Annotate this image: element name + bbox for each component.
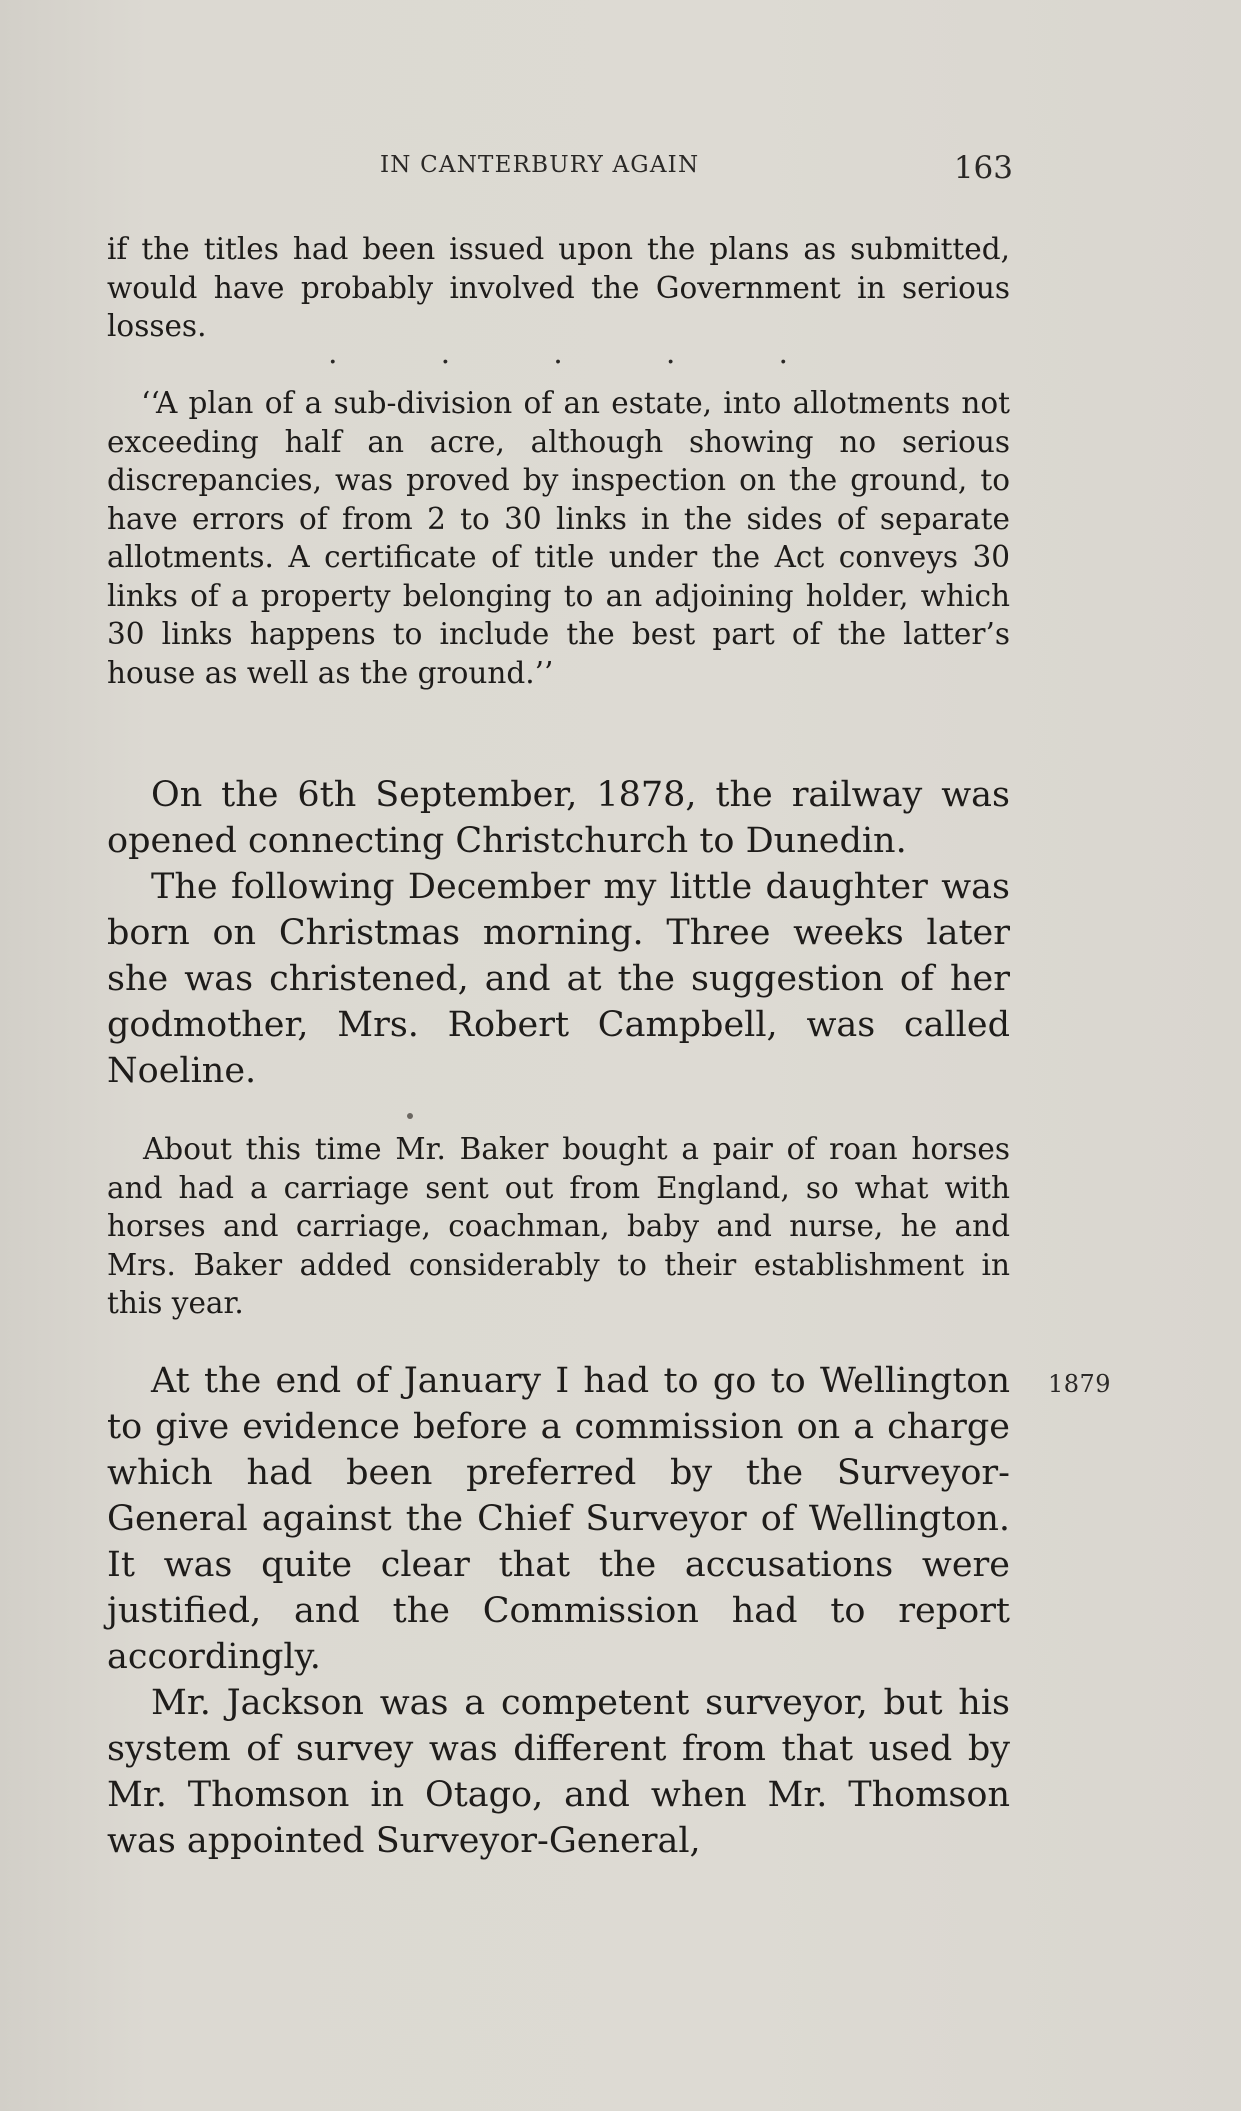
running-head: IN CANTERBURY AGAIN <box>380 152 700 178</box>
ink-speck <box>407 1113 413 1119</box>
paragraph-jackson: Mr. Jackson was a competent surveyor, but his system of survey was different from that used by Mr. Thomson in Otago, and when Mr. Thomson was appointed Surveyor-General, <box>107 1683 1010 1861</box>
quoted-report: ‘‘A plan of a sub-division of an estate, into allotments not exceeding half an acre, although showing no serious discrepancies, was proved by inspection on the ground, to have errors of from 2 to 30 links in the sides of separate allotments. A certificate of title under the Act conveys 30 links of a property belonging to an adjoining holder, which 30 links happens to include the best part of the latter’s house as well as the ground.’’ <box>107 386 1010 690</box>
ellipsis-dot: . <box>778 336 788 371</box>
paragraph-baker: About this time Mr. Baker bought a pair of roan horses and had a carriage sent out from England, so what with horses and carriage, coachman, baby and nurse, he and Mrs. Baker added considerably to their establishment in this year. <box>107 1132 1010 1320</box>
ellipsis-dot: . <box>440 336 451 371</box>
ellipsis-dot: . <box>665 336 676 371</box>
margin-year-note: 1879 <box>1048 1370 1112 1398</box>
paragraph-wellington: At the end of January I had to go to Wellington to give evidence before a commission on a charge which had been preferred by the Surveyor-General against the Chief Surveyor of Wellington. It was quite clear that the accusations were justified, and the Commission had to report accordingly. <box>107 1361 1010 1677</box>
page-number: 163 <box>953 150 1013 186</box>
paragraph-railway: On the 6th September, 1878, the railway was opened connecting Christchurch to Dunedin. <box>107 775 1010 861</box>
ellipsis-dots <box>328 336 788 371</box>
paragraph-daughter: The following December my little daughter was born on Christmas morning. Three weeks later she was christened, and at the suggestion of her godmother, Mrs. Robert Campbell, was called Noeline. <box>107 867 1010 1091</box>
ellipsis-dot: . <box>328 336 338 371</box>
ellipsis-dot: . <box>553 336 563 371</box>
paragraph-continuation: if the titles had been issued upon the plans as submitted, would have probably involved the Government in serious losses. <box>107 232 1010 343</box>
